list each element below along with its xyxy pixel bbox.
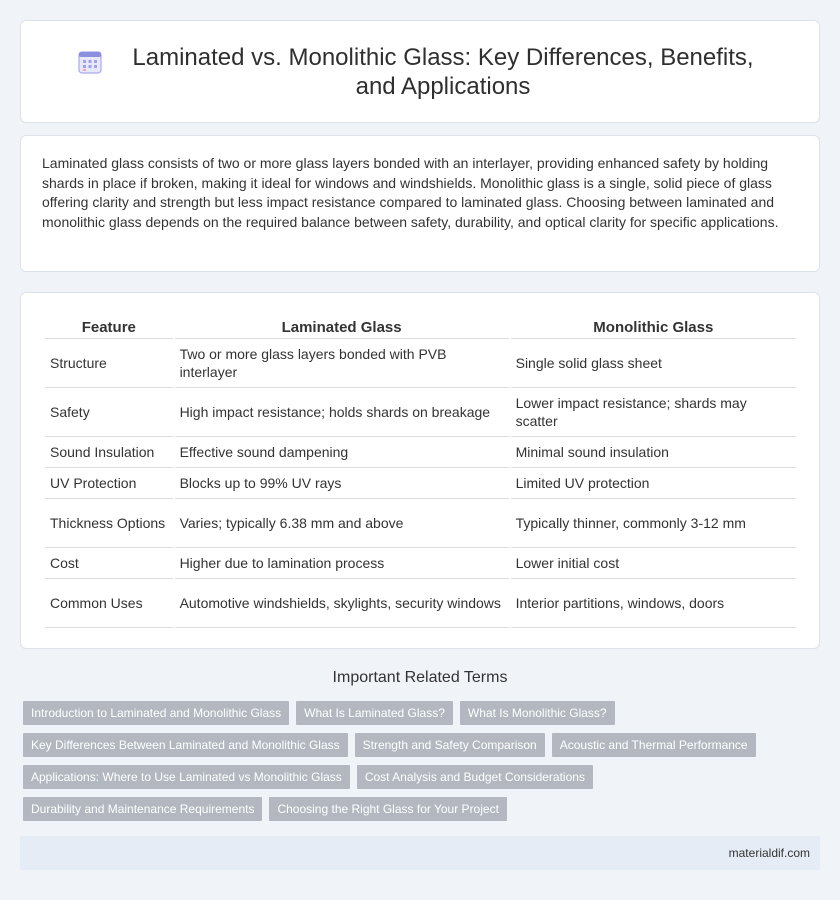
monolithic-cell: Single solid glass sheet (511, 339, 796, 388)
related-term-tag[interactable]: What Is Laminated Glass? (296, 701, 453, 725)
related-term-tag[interactable]: Applications: Where to Use Laminated vs Monolithic Glass (23, 765, 350, 789)
monolithic-cell: Lower impact resistance; shards may scatter (511, 388, 796, 437)
calendar-grid-icon (77, 49, 103, 75)
table-row (45, 548, 796, 579)
related-term-tag[interactable]: Introduction to Laminated and Monolithic Glass (23, 701, 289, 725)
header-feature: Feature (45, 313, 173, 339)
intro-card (20, 135, 820, 272)
related-term-tag[interactable]: Cost Analysis and Budget Considerations (357, 765, 593, 789)
monolithic-cell: Lower initial cost (511, 548, 796, 579)
table-header-row (45, 313, 796, 339)
comparison-table-card (20, 292, 820, 649)
table-row (45, 339, 796, 388)
monolithic-cell: Interior partitions, windows, doors (511, 579, 796, 628)
monolithic-cell: Minimal sound insulation (511, 437, 796, 468)
header-laminated: Laminated Glass (175, 313, 509, 339)
related-term-tag[interactable]: What Is Monolithic Glass? (460, 701, 615, 725)
related-term-tag[interactable]: Key Differences Between Laminated and Monolithic Glass (23, 733, 348, 757)
laminated-cell: Two or more glass layers bonded with PVB interlayer (175, 339, 509, 388)
feature-cell: Sound Insulation (45, 437, 173, 468)
feature-cell: Safety (45, 388, 173, 437)
table-row (45, 499, 796, 548)
related-term-tag[interactable]: Strength and Safety Comparison (355, 733, 545, 757)
comparison-table (43, 313, 798, 628)
footer-site-link[interactable]: materialdif.com (728, 846, 810, 860)
laminated-cell: Varies; typically 6.38 mm and above (175, 499, 509, 548)
table-row (45, 468, 796, 499)
related-terms-list (23, 701, 823, 829)
related-term-tag[interactable]: Acoustic and Thermal Performance (552, 733, 756, 757)
laminated-cell: High impact resistance; holds shards on breakage (175, 388, 509, 437)
table-row (45, 388, 796, 437)
monolithic-cell: Limited UV protection (511, 468, 796, 499)
table-row (45, 579, 796, 628)
laminated-cell: Effective sound dampening (175, 437, 509, 468)
table-row (45, 437, 796, 468)
header-card (20, 20, 820, 123)
related-term-tag[interactable]: Durability and Maintenance Requirements (23, 797, 262, 821)
related-terms-title: Important Related Terms (332, 669, 508, 686)
footer (20, 836, 820, 870)
laminated-cell: Higher due to lamination process (175, 548, 509, 579)
feature-cell: UV Protection (45, 468, 173, 499)
intro-text: Laminated glass consists of two or more glass layers bonded with an interlayer, providing enhanced safety by holding shards in place if broken, making it ideal for windows and windshields. Monolithic glass is a single, solid piece of glass offering clarity and strength but less impact resistance compared to laminated glass. Choosing between laminated and monolithic glass depends on the required balance between safety, durability, and optical clarity for specific applications. (42, 155, 779, 230)
feature-cell: Common Uses (45, 579, 173, 628)
page-title: Laminated vs. Monolithic Glass: Key Differences, Benefits, and Applications (132, 43, 754, 100)
feature-cell: Cost (45, 548, 173, 579)
feature-cell: Structure (45, 339, 173, 388)
monolithic-cell: Typically thinner, commonly 3-12 mm (511, 499, 796, 548)
laminated-cell: Automotive windshields, skylights, security windows (175, 579, 509, 628)
header-monolithic: Monolithic Glass (511, 313, 796, 339)
related-term-tag[interactable]: Choosing the Right Glass for Your Project (269, 797, 506, 821)
laminated-cell: Blocks up to 99% UV rays (175, 468, 509, 499)
feature-cell: Thickness Options (45, 499, 173, 548)
